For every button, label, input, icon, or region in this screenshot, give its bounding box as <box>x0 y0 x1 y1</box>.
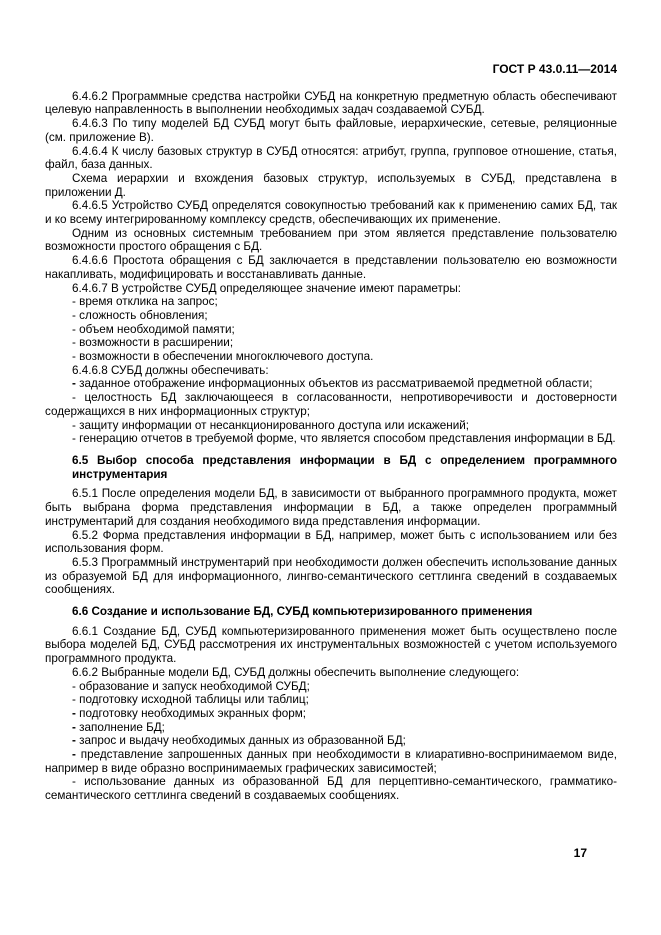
list-marker: - <box>72 377 76 391</box>
paragraph: 6.4.6.7 В устройстве СУБД определяющее значение имеют параметры: <box>72 281 461 295</box>
list-item-text: сложность обновления; <box>79 308 208 322</box>
list-item-text: целостность БД заключающееся в согласованности, непротиворечивости и достоверности содержащихся в них информационных структур; <box>45 391 617 418</box>
paragraph: 6.4.6.5 Устройство СУБД определятся совокупностью требований как к применению самих БД, так и ко всему интегрированному комплексу средств, обеспечивающих их применение. <box>45 199 617 227</box>
list-item-text: возможности в расширении; <box>79 336 234 350</box>
list-marker: - <box>72 734 76 748</box>
list-item <box>45 419 617 433</box>
list-item-text: объем необходимой памяти; <box>79 322 235 336</box>
list-item-text: время отклика на запрос; <box>79 295 218 309</box>
section-heading-6-5: 6.5 Выбор способа представления информации в БД с определением программного инструментария <box>72 453 617 481</box>
paragraph: 6.4.6.3 По типу моделей БД СУБД могут быть файловые, иерархические, сетевые, реляционные (см. приложение В). <box>45 117 617 144</box>
paragraph: 6.4.6.4 К числу базовых структур в СУБД относятся: атрибут, группа, групповое отношение, статья, файл, база данных. <box>45 144 617 172</box>
list-item <box>45 336 617 350</box>
list-item <box>45 323 617 337</box>
section-heading-6-6: 6.6 Создание и использование БД, СУБД компьютеризированного применения <box>72 605 533 619</box>
list-item-text: использование данных из образованной БД для перцептивно-семантического, грамматико-семантического сеттлинга сведений в создаваемых сообщениях. <box>45 775 617 803</box>
list-marker: - <box>72 391 76 405</box>
paragraph: 6.6.1 Создание БД, СУБД компьютеризированного применения может быть осуществлено после выбора моделей БД, СУБД рассмотрения их инструментальных возможностей с учетом используемого программного продукта. <box>45 624 617 666</box>
list-item-text: представление запрошенных данных при необходимости в клиаративно-воспринимаемом виде, например в виде образно воспринимаемых графических зависимостей; <box>45 748 617 775</box>
list-item-text: подготовку исходной таблицы или таблиц; <box>79 693 309 707</box>
document-header: ГОСТ Р 43.0.11—2014 <box>492 62 617 76</box>
paragraph: 6.4.6.8 СУБД должны обеспечивать: <box>72 363 269 377</box>
paragraph: Одним из основных системным требованием при этом является представление пользователю возможности простого обращения с БД. <box>45 226 617 254</box>
list-item <box>45 432 617 446</box>
list-marker: - <box>72 720 76 734</box>
list-item <box>45 693 617 707</box>
list-item <box>45 734 617 748</box>
paragraph: 6.4.6.6 Простота обращения с БД заключается в представлении пользователю ею возможности накапливать, модифицировать и восстанавливать данные. <box>45 254 617 281</box>
list-item-text: защиту информации от несанкционированного доступа или искажений; <box>79 418 470 432</box>
paragraph: 6.5.1 После определения модели БД, в зависимости от выбранного программного продукта, может быть выбрана форма представления информации в БД, а также определен программный инструментарий для создания необходимого вида представления информации. <box>45 487 617 528</box>
list-item <box>45 377 617 391</box>
list-item-text: возможности в обеспечении многоключевого доступа. <box>79 350 374 364</box>
list-item-text: генерацию отчетов в требуемой форме, что является способом представления информации в БД. <box>79 432 616 446</box>
list-marker: - <box>72 679 76 693</box>
list-item <box>45 295 617 309</box>
list-item <box>45 707 617 721</box>
paragraph: Схема иерархии и вхождения базовых структур, используемых в СУБД, представлена в приложении Д. <box>45 171 617 199</box>
paragraph: 6.4.6.2 Программные средства настройки СУБД на конкретную предметную область обеспечивают целевую направленность в выполнении необходимых задач создаваемой СУБД. <box>45 89 617 117</box>
list-item <box>45 721 617 735</box>
list-item-text: образование и запуск необходимой СУБД; <box>79 679 310 693</box>
list-marker: - <box>72 336 76 350</box>
list-item <box>45 350 617 364</box>
list-item-text: подготовку необходимых экранных форм; <box>79 706 307 720</box>
list-marker: - <box>72 350 76 364</box>
list-marker: - <box>72 322 76 336</box>
list-item-text: заданное отображение информационных объектов из рассматриваемой предметной области; <box>79 377 593 391</box>
list-marker: - <box>72 748 76 762</box>
paragraph: 6.5.3 Программный инструментарий при необходимости должен обеспечить использование данных из образуемой БД для информационного, лингво-семантического сеттлинга сведений в создаваемых сообщениях. <box>45 555 617 597</box>
page-number: 17 <box>573 846 587 860</box>
list-marker: - <box>72 775 76 789</box>
list-item-text: заполнение БД; <box>79 720 165 734</box>
list-item-text: запрос и выдачу необходимых данных из образованной БД; <box>79 734 406 748</box>
list-marker: - <box>72 693 76 707</box>
list-item <box>45 748 617 775</box>
list-marker: - <box>72 295 76 309</box>
list-marker: - <box>72 706 76 720</box>
list-item <box>45 680 617 694</box>
list-item <box>45 309 617 323</box>
paragraph: 6.6.2 Выбранные модели БД, СУБД должны обеспечить выполнение следующего: <box>72 665 520 679</box>
list-marker: - <box>72 432 76 446</box>
list-marker: - <box>72 308 76 322</box>
list-item <box>45 391 617 418</box>
list-marker: - <box>72 418 76 432</box>
list-item <box>45 775 617 802</box>
paragraph: 6.5.2 Форма представления информации в БД, например, может быть с использованием или без использования форм. <box>45 528 617 556</box>
